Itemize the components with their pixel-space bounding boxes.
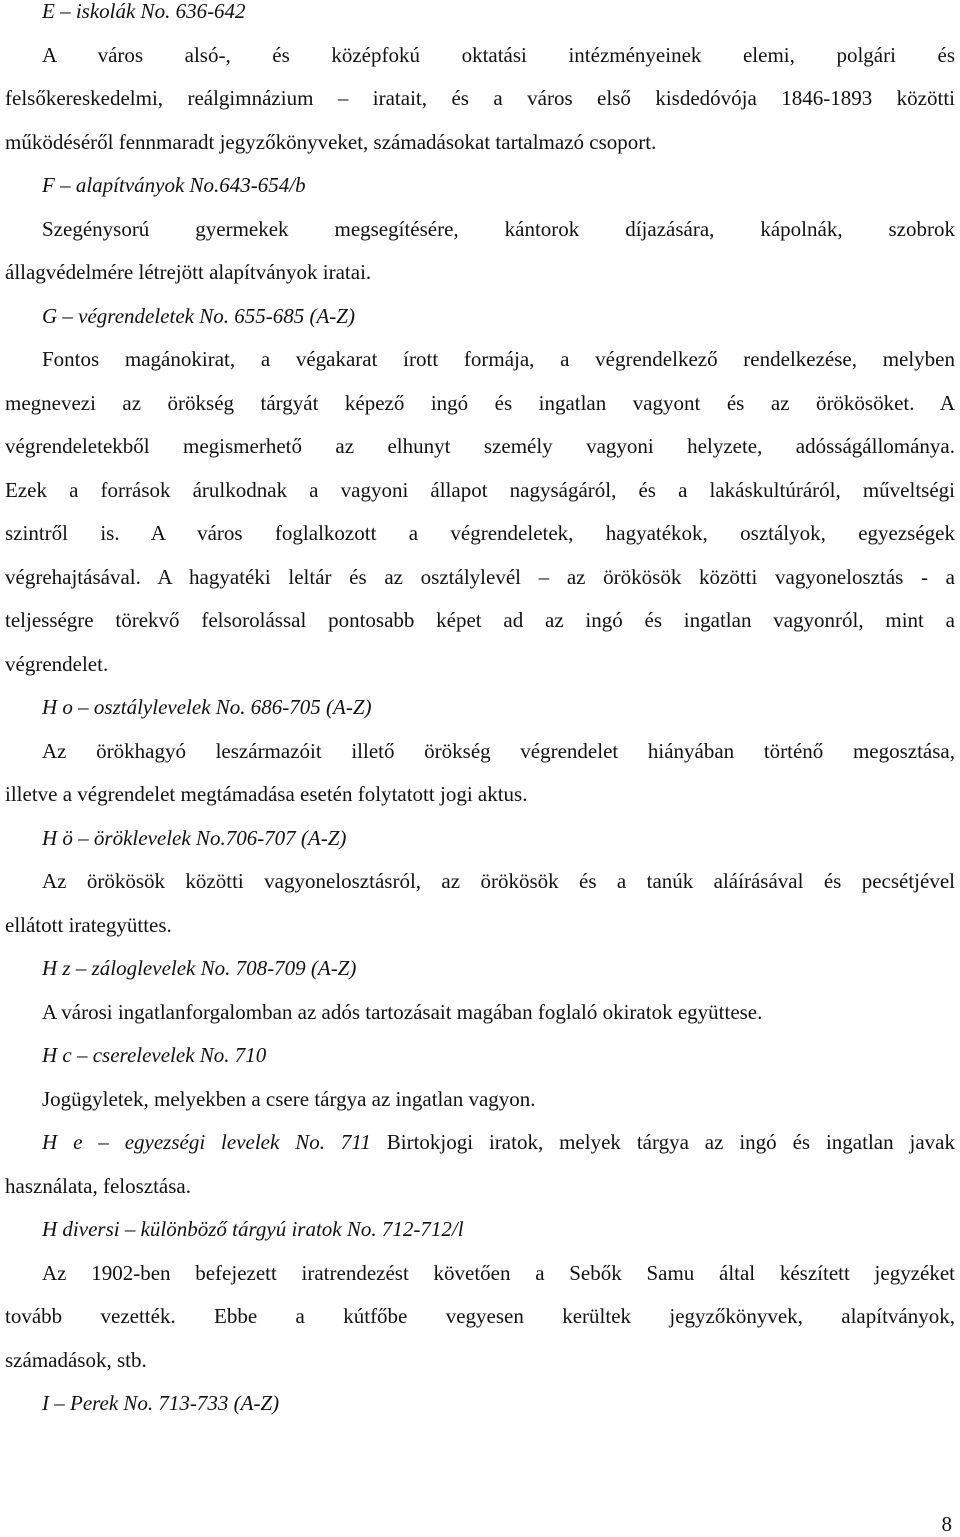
body-line: teljességre törekvő felsorolással pontosabb képet ad az ingó és ingatlan vagyonról, mint a [5, 608, 955, 632]
section-heading-f: F – alapítványok No.643-654/b [42, 173, 306, 197]
body-text-inline: Birtokjogi iratok, melyek tárgya az ingó és ingatlan javak [370, 1130, 955, 1154]
body-line: állagvédelmére létrejött alapítványok iratai. [5, 260, 372, 284]
body-line: tovább vezették. Ebbe a kútfőbe vegyesen kerültek jegyzőkönyvek, alapítványok, [5, 1304, 955, 1328]
body-line: Az örökösök közötti vagyonelosztásról, az örökösök és a tanúk aláírásával és pecsétjével [42, 869, 955, 893]
section-heading-hc: H c – cserelevelek No. 710 [42, 1043, 267, 1067]
document-page [5, 0, 955, 1426]
body-line: ellátott irategyüttes. [5, 912, 172, 937]
body-line: Ezek a források árulkodnak a vagyoni állapot nagyságáról, és a lakáskultúráról, műveltségi [5, 477, 955, 502]
body-line: Az 1902-ben befejezett iratrendezést követően a Sebők Samu által készített jegyzéket [42, 1260, 955, 1285]
body-line: Fontos magánokirat, a végakarat írott formája, a végrendelkező rendelkezése, melyben [42, 347, 955, 371]
page-number: 8 [941, 1512, 952, 1536]
body-line: megnevezi az örökség tárgyát képező ingó és ingatlan vagyont és az örökösöket. A [5, 390, 955, 415]
section-heading-e: E – iskolák No. 636-642 [42, 0, 246, 23]
body-line: számadások, stb. [5, 1347, 147, 1372]
body-line: Az örökhagyó leszármazóit illető örökség végrendelet hiányában történő megosztása, [42, 738, 955, 763]
body-line: felsőkereskedelmi, reálgimnázium – iratait, és a város első kisdedóvója 1846-1893 közötti [5, 86, 955, 110]
section-heading-he: H e – egyezségi levelek No. 711 [42, 1130, 371, 1154]
section-heading-hoe: H ö – öröklevelek No.706-707 (A-Z) [42, 825, 347, 850]
body-line: végrendelet. [5, 651, 109, 676]
body-line: illetve a végrendelet megtámadása esetén folytatott jogi aktus. [5, 782, 528, 806]
section-heading-line-he [5, 1121, 955, 1165]
body-line: Jogügyletek, melyekben a csere tárgya az ingatlan vagyon. [42, 1086, 536, 1111]
body-line: végrehajtásával. A hagyatéki leltár és az osztálylevél – az örökösök közötti vagyonelosztás - a [5, 564, 955, 589]
section-heading-ho: H o – osztálylevelek No. 686-705 (A-Z) [42, 695, 372, 719]
body-line: Szegénysorú gyermekek megsegítésére, kántorok díjazására, kápolnák, szobrok [42, 216, 955, 241]
section-heading-hdiversi: H diversi – különböző tárgyú iratok No. 712-712/l [42, 1217, 464, 1241]
section-heading-hz: H z – záloglevelek No. 708-709 (A-Z) [42, 956, 357, 980]
body-line: végrendeletekből megismerhető az elhunyt személy vagyoni helyzete, adósságállománya. [5, 434, 955, 458]
body-line: szintről is. A város foglalkozott a végrendeletek, hagyatékok, osztályok, egyezségek [5, 521, 955, 545]
body-line: A város alsó-, és középfokú oktatási intézményeinek elemi, polgári és [42, 42, 955, 67]
body-line: használata, felosztása. [5, 1173, 191, 1198]
body-line: A városi ingatlanforgalomban az adós tartozásait magában foglaló okiratok együttese. [42, 999, 763, 1024]
section-heading-i: I – Perek No. 713-733 (A-Z) [42, 1391, 280, 1415]
section-heading-g: G – végrendeletek No. 655-685 (A-Z) [42, 303, 355, 328]
body-line: működéséről fennmaradt jegyzőkönyveket, számadásokat tartalmazó csoport. [5, 129, 657, 154]
